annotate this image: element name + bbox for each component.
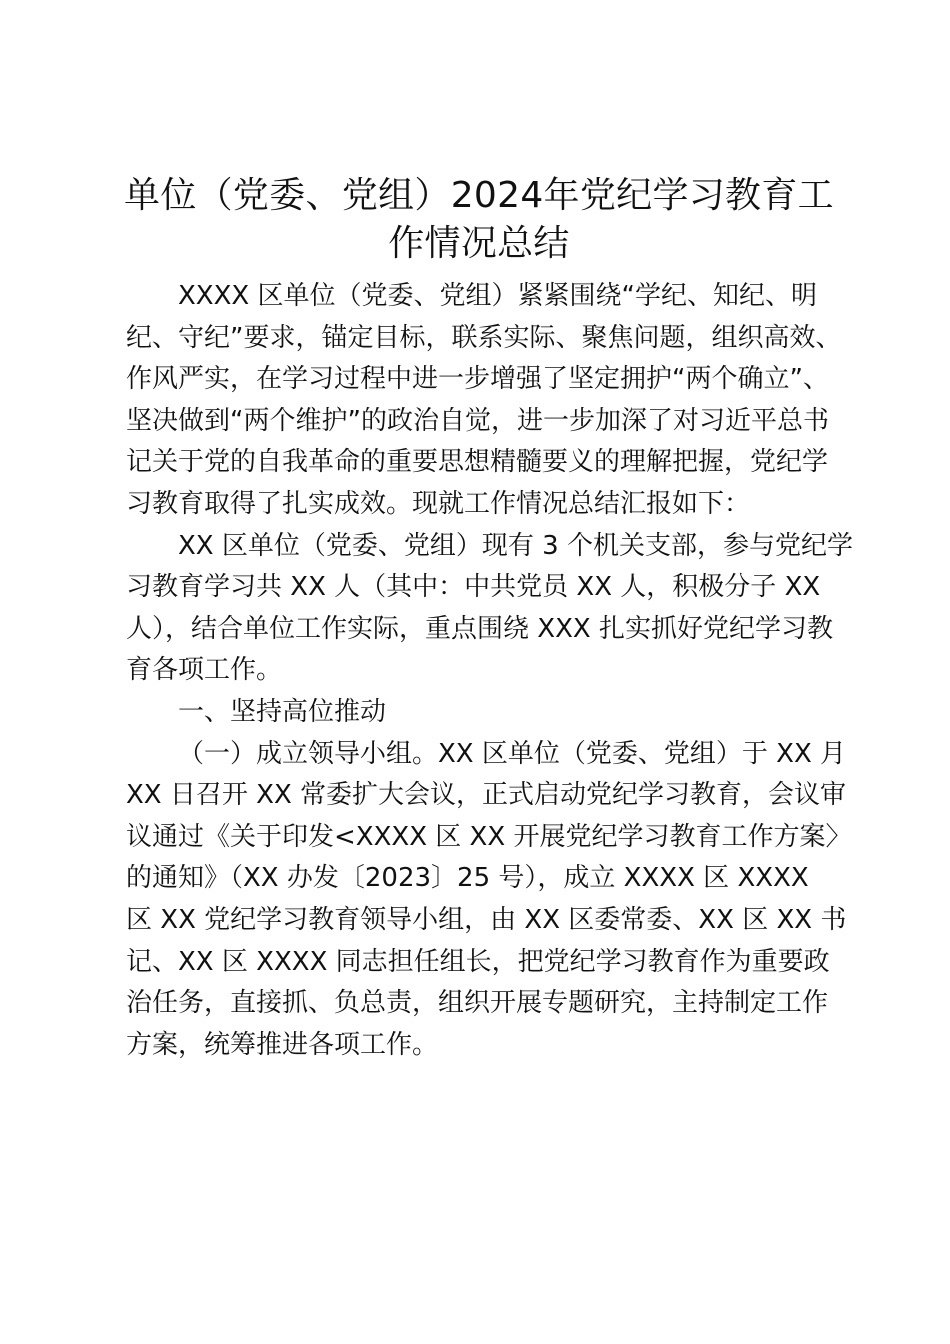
overview-paragraph — [126, 526, 853, 692]
text-line: 育各项工作。 — [126, 655, 283, 686]
section-heading-text: 一、坚持高位推动 — [178, 696, 387, 727]
text-line: 方案，统筹推进各项工作。 — [126, 1029, 439, 1060]
text-line: XXXX 区单位（党委、党组）紧紧围绕“学纪、知纪、明 — [178, 281, 817, 311]
section-paragraph — [126, 734, 852, 1067]
text-line: 习教育取得了扎实成效。现就工作情况总结汇报如下： — [126, 488, 751, 519]
text-line: （一）成立领导小组。XX 区单位（党委、党组）于 XX 月 — [178, 738, 847, 769]
text-line: 作风严实，在学习过程中进一步增强了坚定拥护“两个确立”、 — [126, 364, 829, 395]
text-line: 议通过《关于印发<XXXX 区 XX 开展党纪学习教育工作方案〉 — [126, 821, 852, 852]
text-line: 人），结合单位工作实际，重点围绕 XXX 扎实抓好党纪学习教 — [126, 613, 833, 644]
text-line: XX 区单位（党委、党组）现有 3 个机关支部，参与党纪学 — [178, 530, 853, 561]
text-line: 的通知》（XX 办发〔2023〕25 号），成立 XXXX 区 XXXX — [126, 863, 809, 894]
title-line-1: 单位（党委、党组）2024年党纪学习教育工 — [124, 175, 834, 216]
text-line: 习教育学习共 XX 人（其中：中共党员 XX 人，积极分子 XX — [126, 572, 821, 603]
text-line: 坚决做到“两个维护”的政治自觉，进一步加深了对习近平总书 — [126, 405, 829, 436]
text-line: 治任务，直接抓、负总责，组织开展专题研究，主持制定工作 — [126, 988, 829, 1019]
document-title — [126, 172, 832, 268]
text-line: 记关于党的自我革命的重要思想精髓要义的理解把握，党纪学 — [126, 447, 829, 478]
title-line-2: 作情况总结 — [388, 223, 570, 264]
document-body — [124, 172, 853, 1066]
text-line: 记、XX 区 XXXX 同志担任组长，把党纪学习教育作为重要政 — [126, 946, 830, 977]
text-line: 区 XX 党纪学习教育领导小组，由 XX 区委常委、XX 区 XX 书 — [126, 904, 847, 935]
text-line: XX 日召开 XX 常委扩大会议，正式启动党纪学习教育，会议审 — [126, 780, 847, 811]
text-line: 纪、守纪”要求，锚定目标，联系实际、聚焦问题，组织高效、 — [126, 322, 842, 353]
section-heading — [126, 692, 832, 734]
intro-paragraph — [126, 276, 842, 526]
